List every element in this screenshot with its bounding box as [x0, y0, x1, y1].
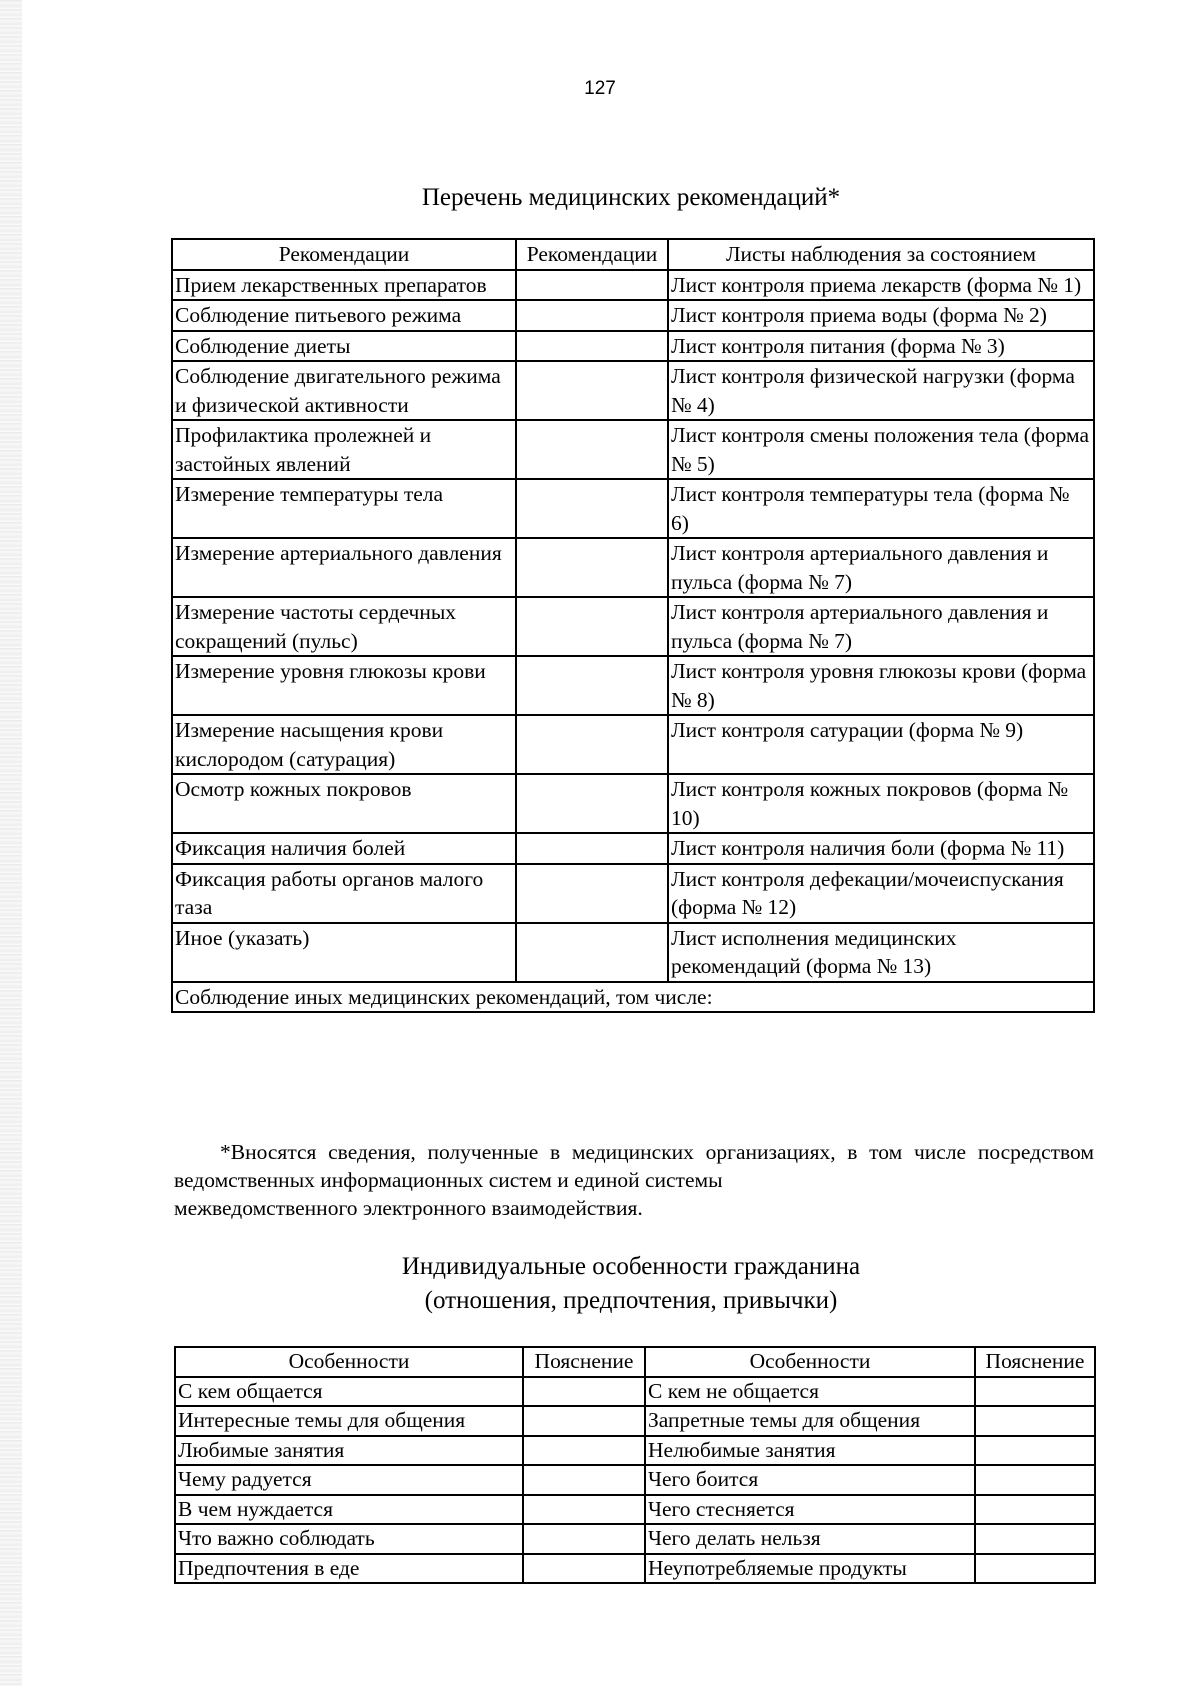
table-row — [175, 1436, 1095, 1466]
observation-sheet-cell: Лист контроля наличия боли (форма № 11) — [668, 833, 1094, 864]
feature-right-cell: Нелюбимые занятия — [645, 1436, 975, 1466]
explanation-left-cell — [523, 1524, 645, 1554]
table-row — [172, 774, 1094, 833]
feature-right-cell: Чего стесняется — [645, 1495, 975, 1525]
recommendation-cell: Прием лекарственных препаратов — [172, 270, 516, 301]
table-row — [172, 656, 1094, 715]
explanation-right-cell — [975, 1554, 1095, 1584]
table-row — [172, 479, 1094, 538]
header-explanation-left: Пояснение — [523, 1347, 645, 1377]
page-number: 127 — [584, 78, 616, 99]
recommendation-cell: Измерение насыщения крови кислородом (сатурация) — [172, 715, 516, 774]
header-recommendations-mark: Рекомендации — [516, 239, 668, 270]
explanation-right-cell — [975, 1436, 1095, 1466]
scan-binding-edge — [0, 0, 22, 1686]
observation-sheet-cell: Лист контроля артериального давления и пульса (форма № 7) — [668, 538, 1094, 597]
recommendations-table-body — [172, 270, 1094, 982]
recommendation-mark-cell — [516, 479, 668, 538]
table-row — [175, 1465, 1095, 1495]
table-footer-row — [172, 982, 1094, 1013]
observation-sheet-cell: Лист контроля питания (форма № 3) — [668, 331, 1094, 362]
explanation-right-cell — [975, 1406, 1095, 1436]
explanation-left-cell — [523, 1554, 645, 1584]
observation-sheet-cell: Лист контроля дефекации/мочеиспускания (форма № 12) — [668, 864, 1094, 923]
feature-right-cell: С кем не общается — [645, 1377, 975, 1407]
explanation-left-cell — [523, 1465, 645, 1495]
individual-features-title-line2: (отношения, предпочтения, привычки) — [424, 1287, 838, 1314]
individual-features-title — [0, 1250, 1200, 1318]
other-recommendations-cell: Соблюдение иных медицинских рекомендаций, том числе: — [172, 982, 1094, 1013]
table-row — [175, 1524, 1095, 1554]
table-row — [172, 597, 1094, 656]
observation-sheet-cell: Лист контроля уровня глюкозы крови (форма № 8) — [668, 656, 1094, 715]
recommendation-mark-cell — [516, 715, 668, 774]
explanation-right-cell — [975, 1524, 1095, 1554]
recommendation-cell: Соблюдение питьевого режима — [172, 300, 516, 331]
recommendation-cell: Измерение частоты сердечных сокращений (пульс) — [172, 597, 516, 656]
explanation-left-cell — [523, 1406, 645, 1436]
feature-left-cell: В чем нуждается — [175, 1495, 523, 1525]
observation-sheet-cell: Лист исполнения медицинских рекомендаций (форма № 13) — [668, 923, 1094, 982]
recommendation-cell: Фиксация наличия болей — [172, 833, 516, 864]
explanation-left-cell — [523, 1495, 645, 1525]
explanation-right-cell — [975, 1377, 1095, 1407]
recommendation-cell: Фиксация работы органов малого таза — [172, 864, 516, 923]
table-row — [172, 538, 1094, 597]
table-row — [172, 300, 1094, 331]
feature-left-cell: Предпочтения в еде — [175, 1554, 523, 1584]
table-row — [175, 1406, 1095, 1436]
observation-sheet-cell: Лист контроля артериального давления и пульса (форма № 7) — [668, 597, 1094, 656]
observation-sheet-cell: Лист контроля температуры тела (форма № 6) — [668, 479, 1094, 538]
recommendation-mark-cell — [516, 923, 668, 982]
observation-sheet-cell: Лист контроля физической нагрузки (форма № 4) — [668, 361, 1094, 420]
recommendation-mark-cell — [516, 270, 668, 301]
recommendation-mark-cell — [516, 420, 668, 479]
table-header-row — [175, 1347, 1095, 1377]
individual-features-table — [174, 1346, 1096, 1584]
recommendation-cell: Измерение уровня глюкозы крови — [172, 656, 516, 715]
explanation-left-cell — [523, 1436, 645, 1466]
feature-left-cell: Чему радуется — [175, 1465, 523, 1495]
footnote-text-end: межведомственного электронного взаимодействия. — [174, 1196, 643, 1220]
observation-sheet-cell: Лист контроля сатурации (форма № 9) — [668, 715, 1094, 774]
recommendation-mark-cell — [516, 597, 668, 656]
recommendation-mark-cell — [516, 538, 668, 597]
header-observation-sheets: Листы наблюдения за состоянием — [668, 239, 1094, 270]
table-row — [175, 1377, 1095, 1407]
recommendation-cell: Соблюдение двигательного режима и физической активности — [172, 361, 516, 420]
header-recommendations: Рекомендации — [172, 239, 516, 270]
explanation-right-cell — [975, 1495, 1095, 1525]
feature-right-cell: Запретные темы для общения — [645, 1406, 975, 1436]
recommendation-mark-cell — [516, 864, 668, 923]
table-row — [175, 1495, 1095, 1525]
observation-sheet-cell: Лист контроля кожных покровов (форма № 10) — [668, 774, 1094, 833]
feature-left-cell: Интересные темы для общения — [175, 1406, 523, 1436]
table-row — [172, 923, 1094, 982]
table-row — [172, 715, 1094, 774]
feature-left-cell: С кем общается — [175, 1377, 523, 1407]
table-row — [172, 270, 1094, 301]
header-explanation-right: Пояснение — [975, 1347, 1095, 1377]
observation-sheet-cell: Лист контроля приема лекарств (форма № 1) — [668, 270, 1094, 301]
recommendations-table — [171, 238, 1095, 1013]
individual-features-title-line1: Индивидуальные особенности гражданина — [401, 1253, 861, 1280]
recommendations-title: Перечень медицинских рекомендаций* — [421, 184, 841, 211]
feature-right-cell: Чего делать нельзя — [645, 1524, 975, 1554]
feature-right-cell: Неупотребляемые продукты — [645, 1554, 975, 1584]
header-features-right: Особенности — [645, 1347, 975, 1377]
table-header-row — [172, 239, 1094, 270]
recommendation-cell: Иное (указать) — [172, 923, 516, 982]
explanation-left-cell — [523, 1377, 645, 1407]
explanation-right-cell — [975, 1465, 1095, 1495]
table-row — [172, 833, 1094, 864]
recommendation-mark-cell — [516, 833, 668, 864]
recommendation-cell: Осмотр кожных покровов — [172, 774, 516, 833]
feature-left-cell: Что важно соблюдать — [175, 1524, 523, 1554]
recommendation-mark-cell — [516, 656, 668, 715]
feature-left-cell: Любимые занятия — [175, 1436, 523, 1466]
recommendation-mark-cell — [516, 331, 668, 362]
table-row — [172, 331, 1094, 362]
footnote — [174, 1138, 1094, 1222]
recommendation-cell: Измерение температуры тела — [172, 479, 516, 538]
observation-sheet-cell: Лист контроля приема воды (форма № 2) — [668, 300, 1094, 331]
table-row — [172, 361, 1094, 420]
recommendation-cell: Профилактика пролежней и застойных явлений — [172, 420, 516, 479]
header-features-left: Особенности — [175, 1347, 523, 1377]
feature-right-cell: Чего боится — [645, 1465, 975, 1495]
footnote-text: *Вносятся сведения, полученные в медицинских организациях, в том числе посредством ведомственных информационных систем и единой системы — [174, 1140, 1094, 1192]
recommendation-mark-cell — [516, 361, 668, 420]
individual-features-table-body — [175, 1377, 1095, 1584]
recommendation-mark-cell — [516, 774, 668, 833]
recommendation-mark-cell — [516, 300, 668, 331]
recommendation-cell: Соблюдение диеты — [172, 331, 516, 362]
recommendation-cell: Измерение артериального давления — [172, 538, 516, 597]
table-row — [172, 420, 1094, 479]
table-row — [172, 864, 1094, 923]
observation-sheet-cell: Лист контроля смены положения тела (форма № 5) — [668, 420, 1094, 479]
table-row — [175, 1554, 1095, 1584]
